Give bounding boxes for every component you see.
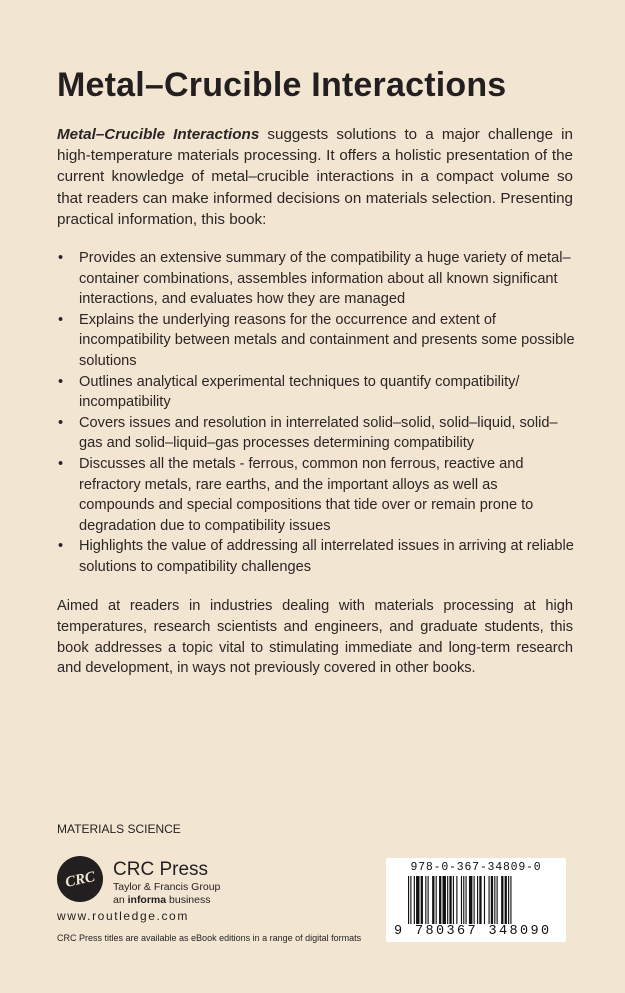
- informa-prefix: an: [113, 894, 128, 906]
- list-item: • Highlights the value of addressing all interrelated issues in arriving at reliable solutions to compatibility challenges: [57, 536, 577, 577]
- list-item: • Provides an extensive summary of the compatibility a huge variety of metal–container combinations, assembles information about all known significant interactions, and evaluates how they are managed: [57, 248, 577, 310]
- barcode-bar: [461, 876, 462, 924]
- barcode-bar: [501, 876, 503, 924]
- barcode-bar: [497, 876, 498, 924]
- barcode-bar: [508, 876, 509, 924]
- intro-lead-title: Metal–Crucible Interactions: [57, 126, 260, 143]
- barcode-bar: [449, 876, 451, 924]
- isbn-barcode: [386, 858, 566, 942]
- ebook-note: CRC Press titles are available as eBook editions in a range of digital formats: [57, 933, 362, 943]
- barcode-bar: [474, 876, 475, 924]
- publisher-group: Taylor & Francis Group: [113, 881, 221, 893]
- barcode-bar: [428, 876, 429, 924]
- barcode-bar: [439, 876, 441, 924]
- barcode-bar: [456, 876, 457, 924]
- publisher-url[interactable]: www.routledge.com: [57, 909, 189, 923]
- closing-paragraph: Aimed at readers in industries dealing with materials processing at high temperatures, research scientists and engineers, and graduate students, this book addresses a topic vital to stimulating immediate and long-term research and development, in ways not previously covered in other books.: [57, 598, 573, 677]
- book-title: Metal–Crucible Interactions: [57, 66, 507, 104]
- barcode-bar: [416, 876, 419, 924]
- informa-suffix: business: [166, 894, 211, 906]
- barcode-bar: [489, 876, 490, 924]
- informa-brand: informa: [127, 894, 167, 906]
- list-item: • Covers issues and resolution in interrelated solid–solid, solid–liquid, solid–gas and solid–liquid–gas processes determining compatibility: [57, 413, 577, 454]
- barcode-bar: [510, 876, 511, 924]
- intro-text: suggests solutions to a major challenge in high-temperature materials processing. It offers a holistic presentation of the current knowledge of metal–crucible interactions in a compact volume so that readers can make informed decisions on materials selection. Presenting practical information, this book:: [57, 126, 573, 228]
- barcode-bar: [491, 876, 493, 924]
- barcode-bar: [484, 876, 485, 924]
- barcode-bar: [469, 876, 472, 924]
- barcode-bar: [443, 876, 446, 924]
- informa-line: [113, 894, 220, 907]
- publisher-name: CRC Press: [113, 859, 209, 880]
- barcode-bar: [432, 876, 434, 924]
- barcode-bar: [494, 876, 495, 924]
- barcode-bar: [421, 876, 423, 924]
- publisher-block: [113, 860, 220, 907]
- intro-paragraph: [57, 124, 573, 230]
- barcode-bar: [414, 876, 415, 924]
- barcode-bar: [425, 876, 426, 924]
- logo-text: CRC: [63, 869, 97, 891]
- isbn-bottom-text: 9 780367 348090: [394, 924, 552, 939]
- barcode-icon: [406, 876, 556, 924]
- barcode-bar: [453, 876, 454, 924]
- isbn-top-text: 978-0-367-34809-0: [410, 861, 542, 874]
- subject-category: MATERIALS SCIENCE: [57, 822, 181, 836]
- barcode-bar: [410, 876, 411, 924]
- barcode-bar: [466, 876, 467, 924]
- barcode-bar: [463, 876, 464, 924]
- barcode-bar: [436, 876, 437, 924]
- barcode-bar: [408, 876, 409, 924]
- crc-logo-icon: [57, 856, 103, 902]
- barcode-bar: [447, 876, 448, 924]
- barcode-bar: [477, 876, 478, 924]
- list-item: • Discusses all the metals - ferrous, common non ferrous, reactive and refractory metals, rare earths, and the important alloys as well as compounds and special compositions that tide over or remain prone to degradation due to compatibility issues: [57, 454, 577, 536]
- barcode-bar: [479, 876, 481, 924]
- barcode-bar: [505, 876, 507, 924]
- list-item: • Outlines analytical experimental techniques to quantify compatibility/ incompatibility: [57, 372, 577, 413]
- list-item: • Explains the underlying reasons for the occurrence and extent of incompatibility between metals and containment and presents some possible solutions: [57, 310, 577, 372]
- feature-list: [57, 248, 577, 578]
